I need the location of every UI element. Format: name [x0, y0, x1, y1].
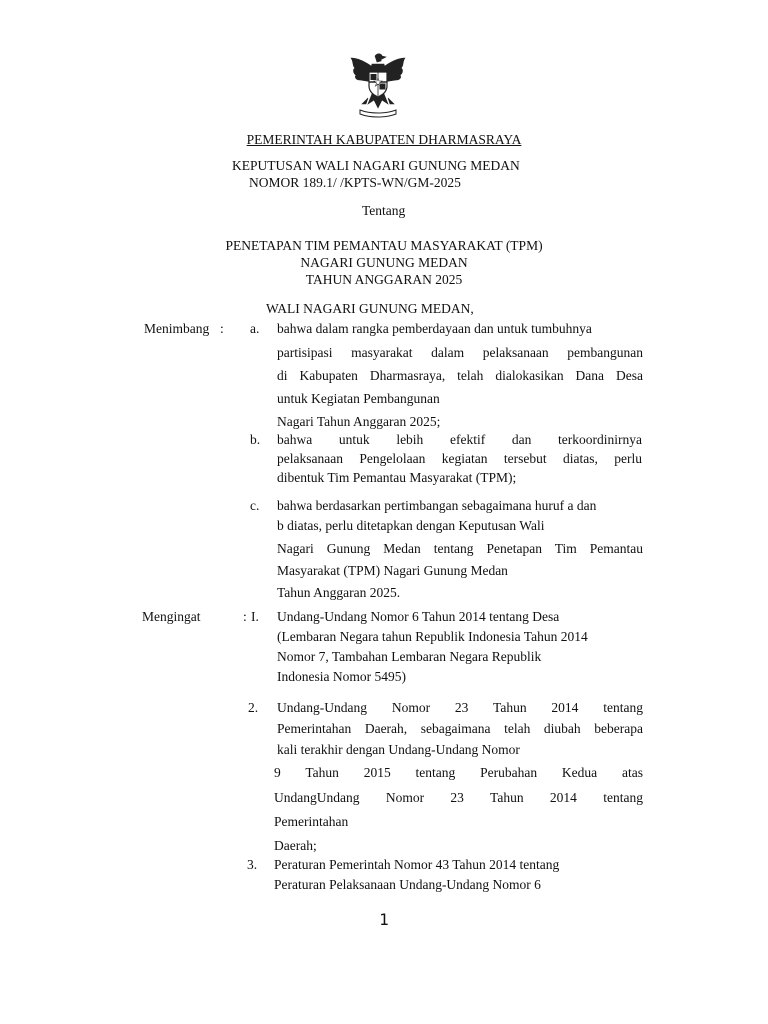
mengingat-item-2-line: UndangUndang Nomor 23 Tahun 2014 tentang: [274, 790, 643, 805]
mengingat-item-2-marker: 2.: [248, 700, 259, 715]
menimbang-item-a-line: untuk Kegiatan Pembangunan: [277, 391, 440, 406]
menimbang-item-b-line: pelaksanaan Pengelolaan kegiatan tersebut diatas, perlu: [277, 451, 642, 466]
mengingat-colon: :: [243, 609, 247, 624]
decree-number: NOMOR 189.1/ /KPTS-WN/GM-2025: [249, 175, 461, 190]
mengingat-item-1-line: Indonesia Nomor 5495): [277, 669, 406, 684]
menimbang-item-b-marker: b.: [250, 432, 261, 447]
subject-line-3: TAHUN ANGGARAN 2025: [305, 272, 463, 287]
page-number: 1: [379, 910, 389, 929]
menimbang-item-c-line: b diatas, perlu ditetapkan dengan Keputusan Wali: [277, 518, 545, 533]
menimbang-item-a-line: bahwa dalam rangka pemberdayaan dan untuk tumbuhnya: [277, 321, 592, 336]
mengingat-item-3-line: Peraturan Pemerintah Nomor 43 Tahun 2014 tentang: [274, 857, 560, 872]
mengingat-item-2-line: Pemerintahan: [274, 814, 349, 829]
about-label: Tentang: [362, 203, 406, 218]
mengingat-item-1-line: (Lembaran Negara tahun Republik Indonesia Tahun 2014: [277, 629, 588, 644]
mengingat-item-2-line: Daerah;: [274, 838, 317, 853]
menimbang-item-c-line: Nagari Gunung Medan tentang Penetapan Tim Pemantau: [277, 541, 643, 556]
menimbang-colon: :: [220, 321, 224, 336]
mengingat-item-2-line: Pemerintahan Daerah, sebagaimana telah diubah beberapa: [277, 721, 643, 736]
menimbang-item-b-line: dibentuk Tim Pemantau Masyarakat (TPM);: [277, 470, 517, 485]
mengingat-item-3-marker: 3.: [247, 857, 258, 872]
menimbang-item-a-line: Nagari Tahun Anggaran 2025;: [277, 414, 441, 429]
government-heading: PEMERINTAH KABUPATEN DHARMASRAYA: [246, 132, 522, 147]
menimbang-item-c-line: bahwa berdasarkan pertimbangan sebagaimana huruf a dan: [277, 498, 597, 513]
menimbang-item-b-line: bahwa untuk lebih efektif dan terkoordinirnya: [277, 432, 642, 447]
mengingat-item-2-line: 9 Tahun 2015 tentang Perubahan Kedua atas: [274, 765, 643, 780]
decree-title: KEPUTUSAN WALI NAGARI GUNUNG MEDAN: [232, 158, 520, 173]
mengingat-item-3-line: Peraturan Pelaksanaan Undang-Undang Nomor 6: [274, 877, 541, 892]
subject-line-2: NAGARI GUNUNG MEDAN: [300, 255, 468, 270]
menimbang-item-a-line: partisipasi masyarakat dalam pelaksanaan pembangunan: [277, 345, 643, 360]
garuda-pancasila-emblem: [346, 52, 410, 118]
subject-line-1: PENETAPAN TIM PEMANTAU MASYARAKAT (TPM): [225, 238, 543, 253]
authority-heading: WALI NAGARI GUNUNG MEDAN,: [266, 301, 474, 316]
mengingat-item-1-line: Undang-Undang Nomor 6 Tahun 2014 tentang Desa: [277, 609, 560, 624]
mengingat-item-1-line: Nomor 7, Tambahan Lembaran Negara Republik: [277, 649, 542, 664]
menimbang-item-a-marker: a.: [250, 321, 260, 336]
menimbang-label: Menimbang: [144, 321, 210, 336]
mengingat-item-1-marker: I.: [251, 609, 259, 624]
mengingat-item-2-line: kali terakhir dengan Undang-Undang Nomor: [277, 742, 520, 757]
mengingat-item-2-line: Undang-Undang Nomor 23 Tahun 2014 tentang: [277, 700, 643, 715]
menimbang-item-c-line: Masyarakat (TPM) Nagari Gunung Medan: [277, 563, 508, 578]
menimbang-item-c-marker: c.: [250, 498, 260, 513]
mengingat-label: Mengingat: [142, 609, 201, 624]
menimbang-item-a-line: di Kabupaten Dharmasraya, telah dialokasikan Dana Desa: [277, 368, 643, 383]
menimbang-item-c-line: Tahun Anggaran 2025.: [277, 585, 401, 600]
